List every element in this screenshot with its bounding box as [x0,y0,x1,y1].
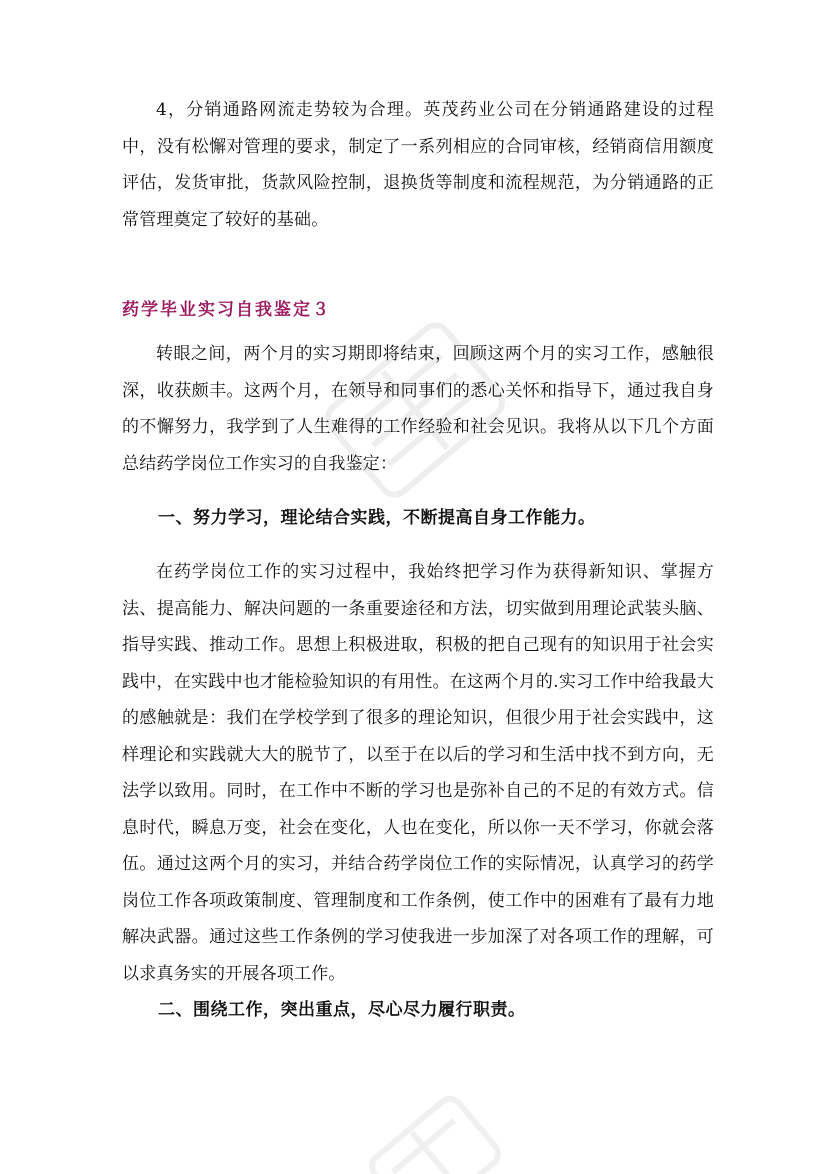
paragraph-distribution-channel: 4，分销通路网流走势较为合理。英茂药业公司在分销通路建设的过程中，没有松懈对管理的要求，制定了一系列相应的合同审核，经销商信用额度评估，发货审批，货款风险控制，退换货等制度和流程规范，为分销通路的正常管理奠定了较好的基础。 [122,100,714,230]
subheading-duties: 二、围绕工作，突出重点，尽心尽力履行职责。 [158,1000,526,1020]
section-title: 药学毕业实习自我鉴定３ [122,300,331,320]
paragraph-intro: 转眼之间，两个月的实习期即将结束，回顾这两个月的实习工作，感触很深，收获颇丰。这两个月，在领导和同事们的悉心关怀和指导下，通过我自身的不懈努力，我学到了人生难得的工作经验和社会见识。我将从以下几个方面总结药学岗位工作实习的自我鉴定： [122,344,714,474]
paragraph-study-details: 在药学岗位工作的实习过程中，我始终把学习作为获得新知识、掌握方法、提高能力、解决问题的一条重要途径和方法，切实做到用理论武装头脑、指导实践、推动工作。思想上积极进取，积极的把自己现有的知识用于社会实践中，在实践中也才能检验知识的有用性。在这两个月的.实习工作中给我最大的感触就是：我们在学校学到了很多的理论知识，但很少用于社会实践中，这样理论和实践就大大的脱节了，以至于在以后的学习和生活中找不到方向，无法学以致用。同时，在工作中不断的学习也是弥补自己的不足的有效方式。信息时代，瞬息万变，社会在变化，人也在变化，所以你一天不学习，你就会落伍。通过这两个月的实习，并结合药学岗位工作的实际情况，认真学习的药学岗位工作各项政策制度、管理制度和工作条例，使工作中的困难有了最有力地解决武器。通过这些工作条例的学习使我进一步加深了对各项工作的理解，可以求真务实的开展各项工作。 [122,562,714,984]
subheading-study: 一、努力学习，理论结合实践，不断提高自身工作能力。 [158,508,596,528]
watermark-stamp-icon-2 [360,1080,510,1174]
